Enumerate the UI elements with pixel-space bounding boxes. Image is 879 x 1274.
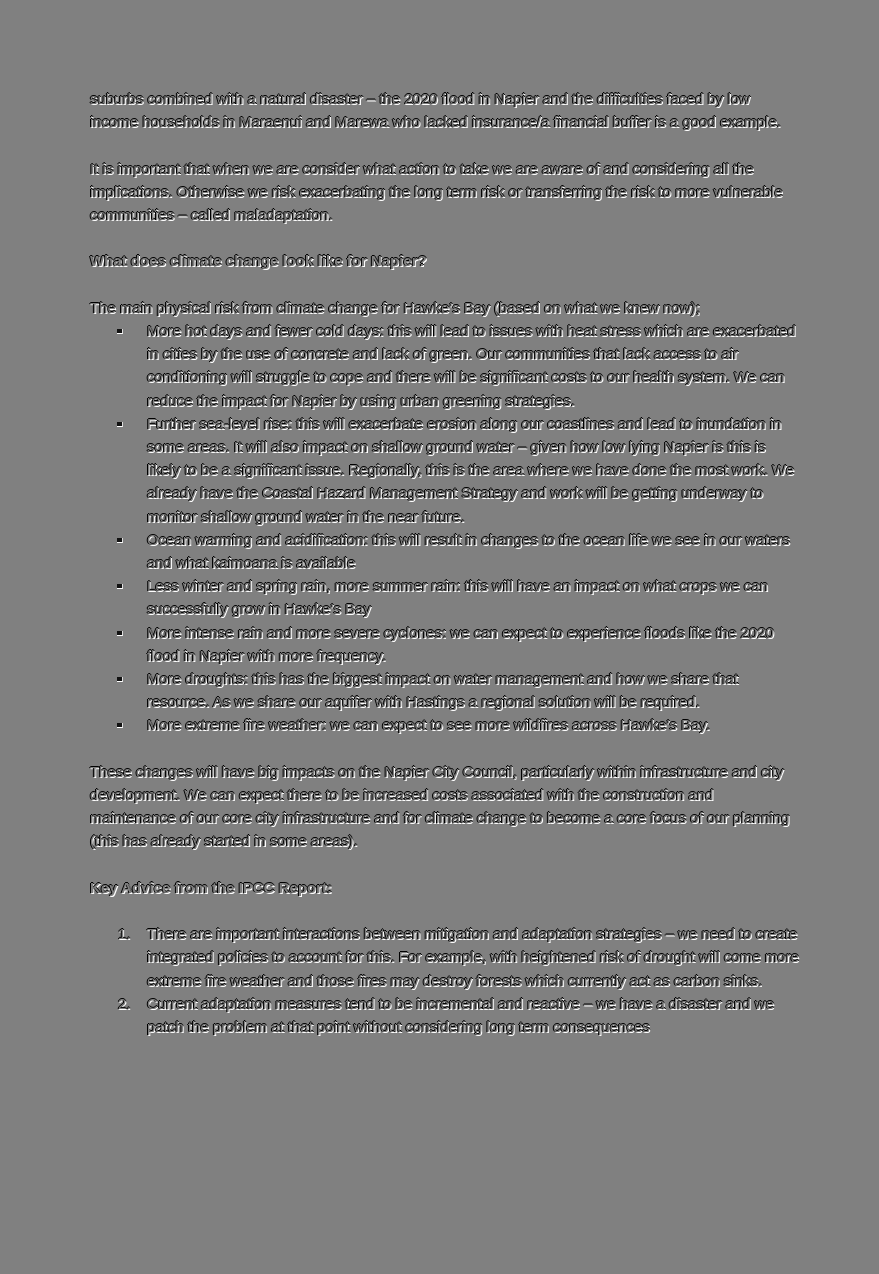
closing-paragraph: These changes will have big impacts on the Napier City Council, particularly within infrastructure and city development. We can expect there to be increased costs associated with the construction and maintenance of our core city infrastructure and for climate change to become a core focus of our planning (this has already started in some areas).: [90, 763, 790, 851]
bullet-square-icon: [117, 677, 123, 682]
list-item: [90, 575, 800, 621]
intro-paragraph-2: It is important that when we are consider what action to take we are aware of and considering all the implications. Otherwise we risk exacerbating the long term risk or transferring the risk to more vulnerable communities – called maladaptation.: [90, 160, 783, 224]
list-item-text: Less winter and spring rain, more summer rain: this will have an impact on what crops we can successfully grow in Hawke’s Bay: [147, 578, 769, 619]
spacer: [90, 738, 800, 761]
ipcc-advice-list: [90, 923, 800, 1039]
list-item-number: 1.: [118, 926, 131, 944]
bullet-square-icon: [117, 723, 123, 728]
list-item-text: More droughts: this has the biggest impact on water management and how we share that resource. As we share our aquifer with Hastings a regional solution will be required.: [147, 671, 739, 712]
list-item: [90, 993, 800, 1039]
list-item: [90, 668, 800, 714]
physical-risk-list: [90, 320, 800, 738]
bullet-square-icon: [117, 422, 123, 427]
list-item-text: Ocean warming and acidification: this will result in changes to the ocean life we see in our waters and what kaimoana is available: [147, 531, 790, 573]
spacer: [90, 134, 800, 157]
list-item: [90, 622, 800, 668]
bullet-square-icon: [117, 631, 123, 636]
list-item-text: More hot days and fewer cold days: this will lead to issues with heat stress which are exacerbated in cities by the use of concrete and lack of green. Our communities that lack access to air conditioning will struggle to cope and there will be significant costs to our health system. We can reduce the impact for Napier by using urban greening strategies.: [147, 322, 796, 410]
list-item: [90, 529, 800, 575]
section-heading-climate-change-napier: What does climate change look like for Napier?: [90, 253, 427, 271]
list-item: [90, 413, 800, 529]
list-item-text: Current adaptation measures tend to be incremental and reactive – we have a disaster and we patch the problem at that point without considering long term consequences: [147, 995, 775, 1037]
list-item: [90, 923, 800, 993]
document-page: [90, 88, 800, 1039]
bullet-square-icon: [117, 584, 123, 589]
spacer: [90, 274, 800, 297]
intro-paragraph-1: suburbs combined with a natural disaster – the 2020 flood in Napier and the difficulties faced by low income households in Maraenui and Marewa who lacked insurance/a financial buffer is a good example.: [90, 91, 781, 132]
list-item-text: More extreme fire weather: we can expect to see more wildfires across Hawke’s Bay.: [147, 717, 710, 735]
list-item: [90, 714, 800, 737]
bullet-square-icon: [117, 329, 123, 334]
list-item-text: More intense rain and more severe cyclones: we can expect to experience floods like the 2020 flood in Napier with more frequency.: [147, 624, 775, 665]
section-lead-paragraph: The main physical risk from climate change for Hawke’s Bay (based on what we knew now);: [90, 299, 700, 317]
spacer: [90, 854, 800, 877]
list-item-text: There are important interactions between mitigation and adaptation strategies – we need to create integrated policies to account for this. For example, with heightened risk of drought will come more extreme fire weather and those fires may destroy forests which currently act as carbon sinks.: [147, 926, 799, 990]
spacer: [90, 227, 800, 250]
bullet-square-icon: [117, 538, 123, 543]
section-heading-ipcc-advice: Key Advice from the IPCC Report:: [90, 879, 332, 897]
list-item-number: 2.: [118, 995, 131, 1013]
spacer: [90, 900, 800, 923]
list-item: [90, 320, 800, 413]
list-item-text: Further sea-level rise: this will exacerbate erosion along our coastlines and lead to inundation in some areas. It will also impact on shallow ground water – given how low lying Napier is this is likely to be a significant issue. Regionally, this is the area where we have done the most work. We already have the Coastal Hazard Management Strategy and work will be getting underway to monitor shallow ground water in the near future.: [147, 415, 795, 526]
